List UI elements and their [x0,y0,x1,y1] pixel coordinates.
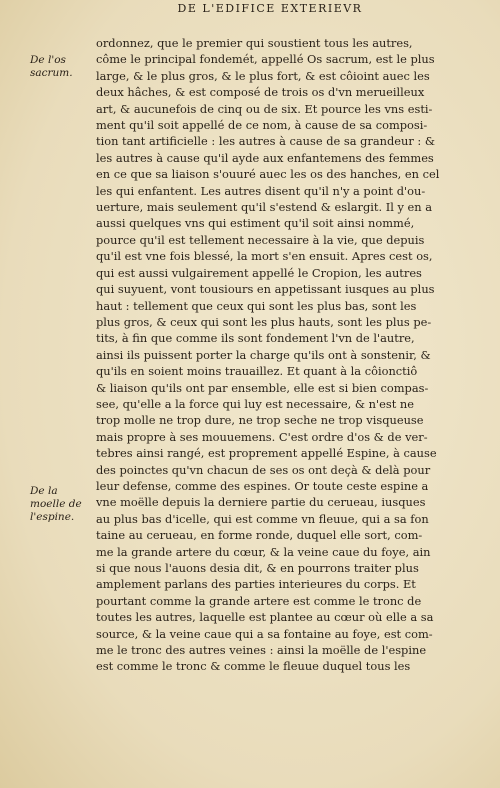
margin-note-os-sacrum: De l'os sacrum. [30,54,73,79]
text-line: au plus bas d'icelle, qui est comme vn fleuue, qui a sa fon [96,511,429,526]
text-line: ordonnez, que le premier qui soustient tous les autres, [96,36,413,50]
text-line: qui suyuent, vont tousiours en appetissant iusques au plus [96,282,435,297]
text-line: uerture, mais seulement qu'il s'estend & eslargit. Il y en a [96,200,433,215]
text-line: qu'il est vne fois blessé, la mort s'en ensuit. Apres cest os, [96,249,433,264]
text-line: toutes les autres, laquelle est plantee au cœur où elle a sa [96,610,434,625]
text-line: ment qu'il soit appellé de ce nom, à cause de sa composi- [96,118,428,133]
text-line: large, & le plus gros, & le plus fort, & est côioint auec les [96,68,430,83]
text-line: leur defense, comme des espines. Or toute ceste espine a [96,478,429,493]
text-line: en ce que sa liaison s'ouuré auec les os des hanches, en cel [96,167,440,182]
text-line: si que nous l'auons desia dit, & en pourrons traiter plus [96,561,419,575]
text-line: des poinctes qu'vn chacun de ses os ont deçà & delà pour [96,462,431,477]
text-line: pource qu'il est tellement necessaire à la vie, que depuis [96,232,425,247]
running-title: DE L'EDIFICE EXTERIEVR [177,2,363,15]
text-line: source, & la veine caue qui a sa fontaine au foye, est com- [96,626,433,641]
text-line: tion tant artificielle : les autres à cause de sa grandeur : & [96,134,435,149]
text-line: taine au cerueau, en forme ronde, duquel elle sort, com- [96,528,423,543]
text-line: see, qu'elle a la force qui luy est necessaire, & n'est ne [96,396,414,411]
text-line: haut : tellement que ceux qui sont les plus bas, sont les [96,298,417,313]
text-line: pourtant comme la grande artere est comme le tronc de [96,593,422,608]
text-line: & liaison qu'ils ont par ensemble, elle est si bien compas- [96,380,429,395]
text-line: qui est aussi vulgairement appellé le Cropion, les autres [96,265,422,280]
text-line: vne moëlle depuis la derniere partie du cerueau, iusques [96,495,426,510]
text-line: qu'ils en soient moins trauaillez. Et quant à la côionctiô [96,364,418,379]
body-text [96,35,460,675]
text-line: plus gros, & ceux qui sont les plus hauts, sont les plus pe- [96,314,432,329]
text-line: art, & aucunefois de cinq ou de six. Et pource les vns esti- [96,101,433,116]
text-line: mais propre à ses mouuemens. C'est ordre d'os & de ver- [96,429,428,444]
margin-note-moelle-espine: De la moelle de l'espine. [30,485,82,523]
text-line: aussi quelques vns qui estiment qu'il soit ainsi nommé, [96,216,415,231]
text-line: ainsi ils puissent porter la charge qu'ils ont à sonstenir, & [96,347,431,362]
text-line: trop molle ne trop dure, ne trop seche ne trop visqueuse [96,413,424,428]
text-line: me le tronc des autres veines : ainsi la moëlle de l'espine [96,643,427,658]
text-line: amplement parlans des parties interieures du corps. Et [96,577,416,592]
text-line: me la grande artere du cœur, & la veine caue du foye, ain [96,544,431,559]
text-line: tits, à fin que comme ils sont fondement l'vn de l'autre, [96,331,415,346]
text-line: les qui enfantent. Les autres disent qu'il n'y a point d'ou- [96,183,426,198]
text-line: côme le principal fondemét, appellé Os sacrum, est le plus [96,52,435,67]
text-line: est comme le tronc & comme le fleuue duquel tous les [96,659,411,674]
text-line: les autres à cause qu'il ayde aux enfantemens des femmes [96,150,434,165]
text-line: tebres ainsi rangé, est proprement appellé Espine, à cause [96,446,437,461]
text-line: deux hâches, & est composé de trois os d'vn merueilleux [96,85,425,100]
